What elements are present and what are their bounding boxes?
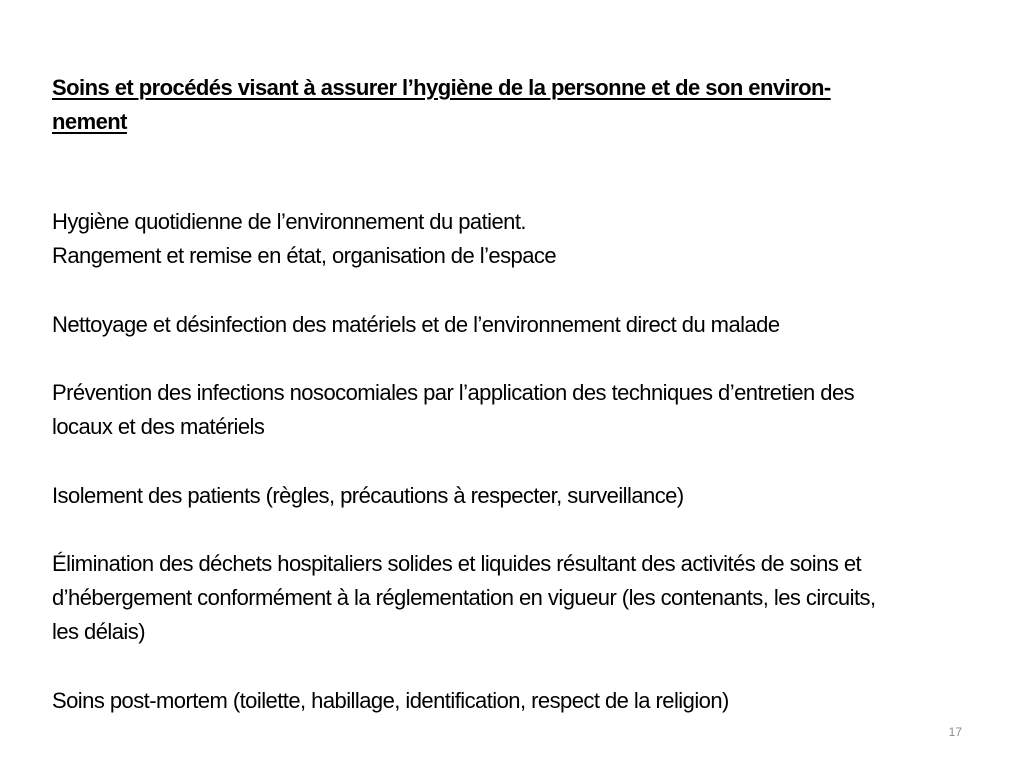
paragraph-elimination-dechets [52,547,876,649]
paragraph-soins-post-mortem [52,684,729,718]
paragraph-line: les délais) [52,619,145,644]
paragraph-isolement-patients [52,479,684,513]
paragraph-line: d’hébergement conformément à la réglementation en vigueur (les contenants, les circuits, [52,585,876,610]
slide-heading [52,71,962,139]
page-number: 17 [948,725,962,739]
slide-heading-line: Soins et procédés visant à assurer l’hygiène de la personne et de son environ- [52,75,831,100]
paragraph-line: Rangement et remise en état, organisation de l’espace [52,243,557,268]
paragraph-prevention-infections [52,376,854,444]
paragraph-line: Hygiène quotidienne de l’environnement du patient. [52,209,526,234]
paragraph-line: Nettoyage et désinfection des matériels et de l’environnement direct du malade [52,312,780,337]
paragraph-hygiene-quotidienne [52,205,556,273]
paragraph-line: Soins post-mortem (toilette, habillage, identification, respect de la religion) [52,688,729,713]
paragraph-line: Isolement des patients (règles, précautions à respecter, surveillance) [52,483,684,508]
paragraph-line: Élimination des déchets hospitaliers solides et liquides résultant des activités de soins et [52,551,862,576]
paragraph-line: locaux et des matériels [52,414,265,439]
slide-heading-line: nement [52,109,127,134]
paragraph-nettoyage-desinfection [52,308,780,342]
paragraph-line: Prévention des infections nosocomiales par l’application des techniques d’entretien des [52,380,855,405]
